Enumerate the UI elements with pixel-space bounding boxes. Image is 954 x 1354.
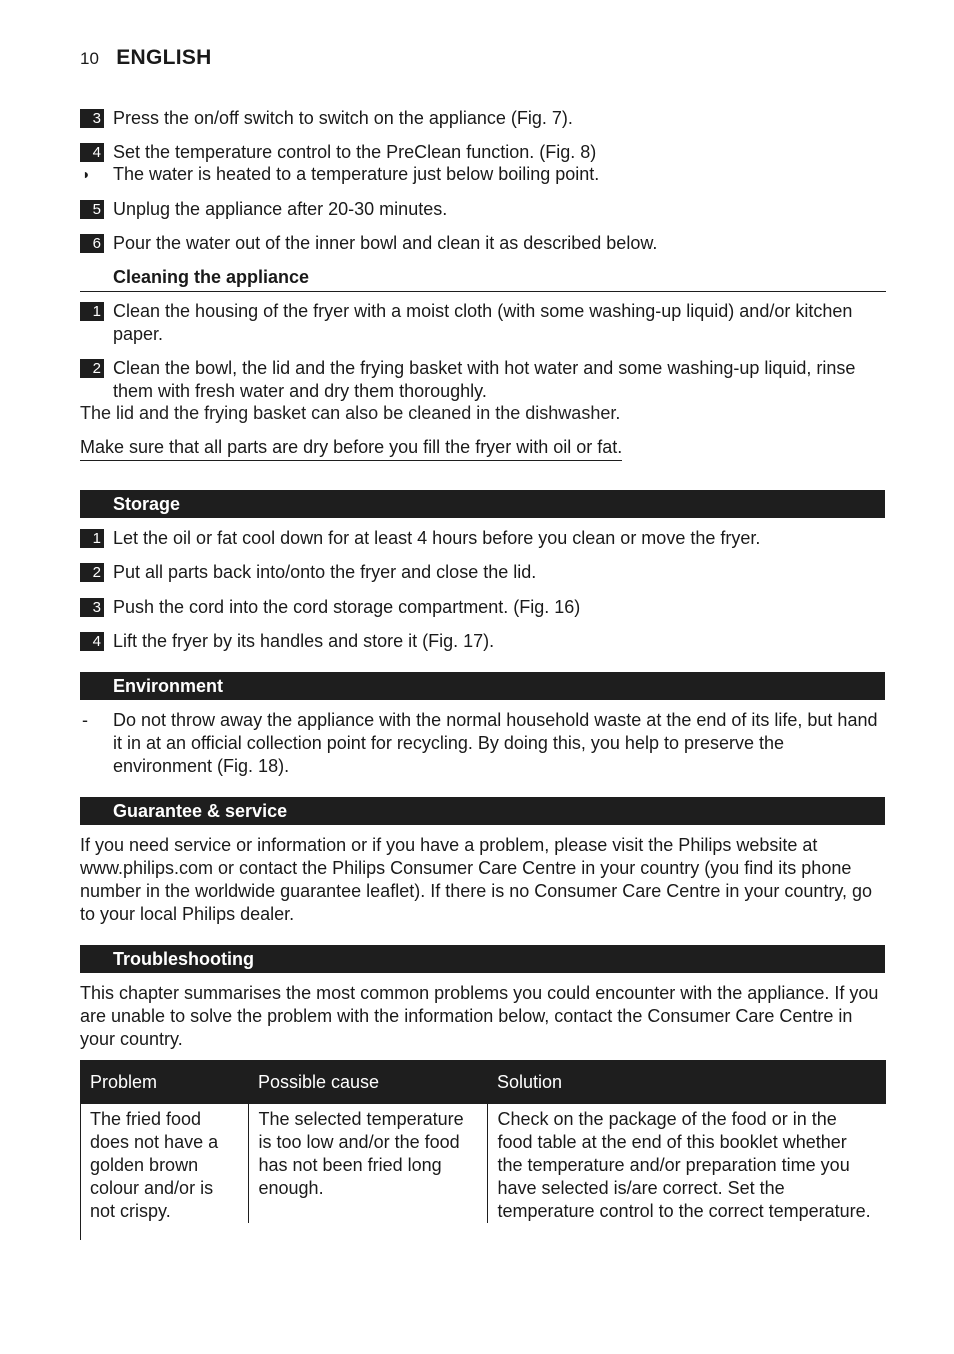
step-text: Clean the bowl, the lid and the frying basket with hot water and some washing-up liquid, rinse them with fresh water and dry them thoroughly. [113,358,856,401]
troubleshooting-table [80,1060,886,1223]
step-item [80,630,886,653]
step-number: 2 [80,563,104,582]
dishwasher-note: The lid and the frying basket can also be cleaned in the dishwasher. [80,403,621,423]
table-header-row [80,1060,886,1104]
step-item [80,527,886,550]
page-header [80,46,212,70]
step-item [80,357,886,403]
step-text: Press the on/off switch to switch on the appliance (Fig. 7). [113,108,573,128]
solution-cell: Check on the package of the food or in the food table at the end of this booklet whether the temperature and/or preparation time you have selected is/are correct. Set the temperature control to the correct temperature. [487,1104,886,1223]
step-text: Put all parts back into/onto the fryer and close the lid. [113,562,537,582]
troubleshooting-section-heading: Troubleshooting [80,945,885,973]
dry-parts-warning: Make sure that all parts are dry before you fill the fryer with oil or fat. [80,436,622,461]
language-label: ENGLISH [116,46,212,69]
step-text: Pour the water out of the inner bowl and clean it as described below. [113,233,658,253]
step-item [80,198,886,221]
page-number: 10 [80,49,99,68]
step-number: 2 [80,359,104,378]
table-row [80,1104,886,1223]
environment-section-heading: Environment [80,672,885,700]
environment-text: Do not throw away the appliance with the normal household waste at the end of its life, but hand it in at an official collection point for recycling. By doing this, you help to preserve the environment (Fig. 18). [113,710,878,776]
step-number: 1 [80,302,104,321]
column-header-solution: Solution [487,1060,886,1104]
step-text: Unplug the appliance after 20-30 minutes. [113,199,448,219]
step-text: Clean the housing of the fryer with a moist cloth (with some washing-up liquid) and/or kitchen paper. [113,301,853,344]
result-bullet [80,163,886,186]
step-text: Push the cord into the cord storage compartment. (Fig. 16) [113,597,581,617]
step-number: 1 [80,529,104,548]
step-number: 3 [80,109,104,128]
step-text: Set the temperature control to the PreClean function. (Fig. 8) [113,142,597,162]
problem-cell: The fried food does not have a golden brown colour and/or is not crispy. [90,1109,219,1221]
step-text: Lift the fryer by its handles and store it (Fig. 17). [113,631,495,651]
step-number: 5 [80,200,104,219]
step-item [80,232,886,255]
step-item [80,596,886,619]
step-number: 4 [80,143,104,162]
environment-item [80,709,886,778]
step-item [80,300,886,346]
cleaning-heading: Cleaning the appliance [80,266,886,292]
table-left-border [80,1104,81,1240]
column-header-problem: Problem [80,1060,248,1104]
step-number: 3 [80,598,104,617]
guarantee-text: If you need service or information or if you have a problem, please visit the Philips website at www.philips.com or contact the Philips Consumer Care Centre in your country (you find its phone number in the worldwide guarantee leaflet). If there is no Consumer Care Centre in your country, go to your local Philips dealer. [80,835,873,924]
troubleshooting-intro: This chapter summarises the most common problems you could encounter with the appliance. If you are unable to solve the problem with the information below, contact the Consumer Care Centre in your country. [80,983,879,1049]
cause-cell: The selected temperature is too low and/or the food has not been fried long enough. [248,1104,487,1223]
step-text: Let the oil or fat cool down for at least 4 hours before you clean or move the fryer. [113,528,761,548]
storage-section-heading: Storage [80,490,885,518]
guarantee-section-heading: Guarantee & service [80,797,885,825]
dash-bullet: - [82,710,88,730]
step-number: 6 [80,234,104,253]
column-header-cause: Possible cause [248,1060,487,1104]
bullet-text: The water is heated to a temperature just below boiling point. [113,164,600,184]
step-item [80,561,886,584]
step-item [80,141,886,164]
arrow-bullet-icon: ◗ [82,166,91,182]
step-item [80,107,886,130]
step-number: 4 [80,632,104,651]
